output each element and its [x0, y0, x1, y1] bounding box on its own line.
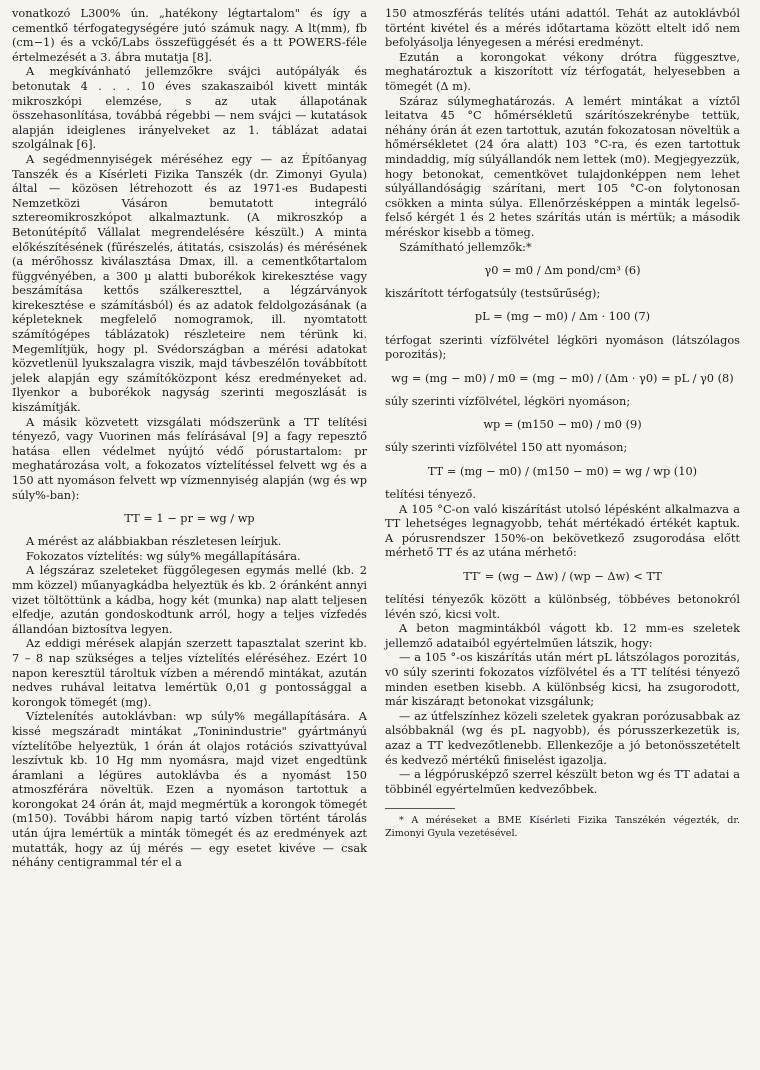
equation-8	[385, 367, 740, 389]
paragraph: térfogat szerinti vízfölvétel légköri nyomáson (látszólagos porozitás);	[385, 332, 740, 362]
paragraph: A másik közvetett vizsgálati módszerünk a TT telítési tényező, vagy Vuorinen más felírásával [9] a fagy repesztő hatása ellen védelmet nyújtó védő pórustartalom: pr meghatározása volt, a fokozatos víztelítéssel felvett wg és a 150 att nyomáson felvett wp vízmennyiség alapján (wg és wp súly%-ban):	[12, 414, 367, 502]
paragraph: Fokozatos víztelítés: wg súly% megállapítására.	[26, 548, 301, 563]
paragraph: Az eddigi mérések alapján szerzett tapasztalat szerint kb. 7 – 8 nap szükséges a teljes víztelítés eléréséhez. Ezért 10 napon keresztül tároltuk vízben a mérendő mintákat, azután nedves ruhával leitatva lemértük 0,01 g pontossággal a korongok tömegét (mg).	[12, 636, 367, 709]
equation-text: TT = 1 − pr = wg / wp	[124, 510, 255, 525]
footnote: * A méréseket a BME Kísérleti Fizika Tanszékén végezték, dr. Zimonyi Gyula vezetésével.	[385, 815, 740, 839]
equation-7	[385, 306, 740, 328]
paragraph: Víztelenítés autoklávban: wp súly% megállapítására. A kissé megszáradt mintákat „Toninindustrie" gyártmányú víztelítőbe helyeztük, 1 órán át olajos rotációs szivattyúval leszívtuk kb. 10 Hg mm nyomásra, majd vizet engedtünk áramlani a légüres autoklávba és a nyomást 150 atmoszférára növeltük. Ezen a nyomáson tartottuk a korongokat 24 órán át, majd megmértük a korongok tömegét (m150). További három napig tartó vízben történt tárolás után újra lemértük a minták tömegét és az eredmények azt mutatták, hogy az új mérés — egy esetet kivéve — csak néhány centigrammal tér el a	[12, 709, 367, 870]
equation-text: TT′ = (wg − Δw) / (wp − Δw) < TT	[463, 568, 662, 583]
paragraph: 150 atmoszférás telítés utáni adattól. Tehát az autoklávból történt kivétel és a mérés időtartama között eltelt idő nem befolyásolja lényegesen a mérési eredményt.	[385, 6, 740, 50]
paragraph: Ezután a korongokat vékony drótra függesztve, meghatároztuk a kiszorított víz térfogatát, helyesebben a tömegét (Δ m).	[385, 49, 740, 93]
right-column	[385, 6, 740, 1070]
paragraph: vonatkozó L300% ún. „hatékony légtartalom" és így a cementkő térfogategységére jutó számuk nagy. A lt(mm), fb (cm−1) és a vckő/Labs összefüggését és a tt POWERS-féle értelmezését a 3. ábra mutatja [8].	[12, 6, 367, 64]
paragraph: súly szerinti vízfölvétel, légköri nyomáson;	[385, 393, 631, 408]
paragraph: — az útfelszínhez közeli szeletek gyakran porózusabbak az alsóbbaknál (wg és pL nagyobb), és pórusszerkezetük is, azaz a TT kedvezőtlenebb. Ellenkezője a jó betonösszetételt és kedvező mértékű finiselést igazolja.	[385, 708, 740, 767]
equation-text: wg = (mg − m0) / m0 = (mg − m0) / (Δm · γ0) = pL / γ0 (8)	[391, 370, 734, 385]
equation-10	[385, 460, 740, 482]
equation-9	[385, 413, 740, 435]
equation-text: TT = (mg − m0) / (m150 − m0) = wg / wp (10)	[427, 463, 698, 478]
left-column	[12, 6, 367, 1070]
paragraph: telítési tényezők között a különbség, többéves betonokról lévén szó, kicsi volt.	[385, 592, 740, 621]
paragraph: — a légpórusképző szerrel készült beton wg és TT adatai a többinél egyértelműen kedvezőbbek.	[385, 767, 740, 796]
footnote-divider	[385, 808, 455, 809]
equation-11	[385, 565, 740, 587]
paragraph: telítési tényező.	[385, 487, 476, 502]
equation-text: wp = (m150 − m0) / m0 (9)	[483, 417, 642, 432]
paragraph: A 105 °C-on való kiszárítást utolsó lépésként alkalmazva a TT lehetséges legnagyobb, tehát mértékadó értékét kaptuk. A pórusrendszer 150%-on bekövetkező zsugorodása előtt mérhető TT és az utána mérhető:	[385, 501, 740, 560]
paragraph: A segédmennyiségek méréséhez egy — az Építőanyag Tanszék és a Kísérleti Fizika Tanszék (dr. Zimonyi Gyula) által — közösen létrehozott és az 1971-es Budapesti Nemzetközi Vásáron bemutatott integráló sztereomikroszkópot alkalmaztunk. (A mikroszkóp a Betonútépítő Vállalat megrendelésére készült.) A minta előkészítésének (fűrészelés, átitatás, csiszolás) és mérésének (a mérőhossz kiválasztása Dmax, ill. a cementkőtartalom függvényében, a 300 µ alatti buborékok kirekesztése vagy beszámítása kettős szálkereszttel, a légzárványok kirekesztése e számításból) és az adatok feldolgozásának (a képleteknek megfelelő nomogramok, ill. nyomtatott számítógépes táblázatok) részleteire nem térünk ki. Megemlítjük, hogy pl. Svédországban a mérési adatokat közvetlenül lyukszalagra viszik, majd távbeszélőn továbbított jelek alapján egy számítóközpont kész eredményeket ad. Ilyenkor a buborékok nagyság szerinti megoszlását is kiszámítják.	[12, 151, 367, 415]
paragraph: kiszárított térfogatsúly (testsűrűség);	[385, 286, 601, 301]
paragraph: A légszáraz szeleteket függőlegesen egymás mellé (kb. 2 mm közzel) műanyagkádba helyeztük és kb. 2 óránként annyi vizet töltöttünk a kádba, hogy két (munka) nap alatt teljesen elfedje, azután gondoskodtunk arról, hogy a teljes vízfedés állandóan biztosítva legyen.	[12, 563, 367, 636]
paragraph: súly szerinti vízfölvétel 150 att nyomáson;	[385, 440, 628, 455]
equation-text: pL = (mg − m0) / Δm · 100 (7)	[474, 309, 651, 324]
paragraph: A mérést az alábbiakban részletesen leírjuk.	[26, 534, 282, 549]
paragraph: A megkívánható jellemzőkre svájci autópályák és betonutak 4 . . . 10 éves szakaszaiból kivett minták mikroszkópi elemzése, s az utak állapotának összehasonlítása, továbbá régebbi — nem svájci — kutatások alapján ideiglenes irányelveket az 1. táblázat adatai szolgálnak [6].	[12, 64, 367, 152]
paragraph: Számítható jellemzők:*	[399, 239, 532, 254]
paragraph: Száraz súlymeghatározás. A lemért mintákat a víztől leitatva 45 °C hőmérsékletű szárítószekrénybe tettük, néhány órán át ezen tartottuk, azután fokozatosan növeltük a hőmérsékletet (24 óra alatt) 103 °C-ra, és ezen tartottuk mindaddig, míg súlyállandók nem lettek (m0). Megjegyezzük, hogy betonokat, cementkövet tulajdonképpen nem lehet súlyállandóságig szárítani, mert 105 °C-on folytonosan csökken a minta súlya. Ellenőrzésképpen a minták legelső-felső kérgét 1 és 2 hetes szárítás után is mértük; a második méréskor kisebb a tömeg.	[385, 93, 740, 239]
paragraph: A beton magmintákból vágott kb. 12 mm-es szeletek jellemző adataiból egyértelműen látszik, hogy:	[385, 621, 740, 650]
equation-text: γ0 = m0 / Δm pond/cm³ (6)	[484, 262, 641, 277]
equation-6	[385, 259, 740, 281]
equation-tt	[12, 507, 367, 529]
paragraph: — a 105 °-os kiszárítás után mért pL látszólagos porozitás, v0 súly szerinti fokozatos vízfölvétel és a TT telítési tényező minden esetben kisebb. A különbség kicsi, ha zsugorodott, már kiszárадt betonokat vizsgálunk;	[385, 650, 740, 709]
